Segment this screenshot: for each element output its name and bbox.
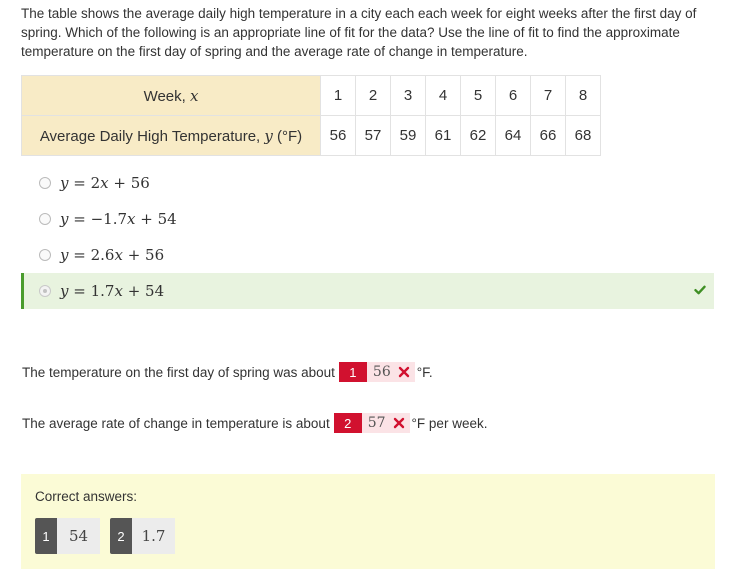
blank-value: 56 [367, 362, 415, 382]
correct-answer-1 [35, 518, 100, 554]
checkmark-icon [694, 284, 706, 296]
choice-equation: y = 2x + 56 [60, 174, 150, 192]
temperature-cell: 62 [461, 116, 496, 156]
question-text: The table shows the average daily high temperature in a city each each week for eight weeks after the first day of spring. Which of the following is an appropriate line of fit for the data? Use the line of fit to find the approximate temperature on the first day of spring and the average rate of change in temperature. [21, 6, 697, 59]
correct-answers-label: Correct answers: [35, 489, 138, 504]
choice-option-2[interactable] [21, 201, 714, 237]
radio-button[interactable] [39, 177, 51, 189]
temperature-cell: 56 [321, 116, 356, 156]
temperature-answer-line: The temperature on the first day of spring was about 1 56 °F. [22, 364, 433, 380]
answer-blank-1[interactable] [339, 362, 415, 382]
answer-choices [21, 165, 714, 309]
choice-option-3[interactable] [21, 237, 714, 273]
temperature-cell: 61 [426, 116, 461, 156]
table-row-temperature [22, 116, 601, 156]
incorrect-x-icon [392, 416, 406, 430]
correct-answer-2 [110, 518, 175, 554]
incorrect-x-icon [397, 365, 411, 379]
blank-number: 2 [334, 413, 362, 433]
week-cell: 8 [566, 76, 601, 116]
temperature-header: Average Daily High Temperature, y (°F) [22, 116, 321, 156]
table-row-week [22, 76, 601, 116]
week-header: Week, x [22, 76, 321, 116]
blank-value: 57 [362, 413, 410, 433]
temperature-cell: 64 [496, 116, 531, 156]
data-table [21, 75, 601, 156]
week-cell: 1 [321, 76, 356, 116]
week-cell: 6 [496, 76, 531, 116]
week-cell: 3 [391, 76, 426, 116]
radio-button[interactable] [39, 213, 51, 225]
radio-button-selected[interactable] [39, 285, 51, 297]
choice-equation: y = −1.7x + 54 [60, 210, 177, 228]
choice-option-1[interactable] [21, 165, 714, 201]
temperature-cell: 57 [356, 116, 391, 156]
rate-answer-line: The average rate of change in temperature is about 2 57 °F per week. [22, 415, 488, 431]
week-cell: 2 [356, 76, 391, 116]
radio-button[interactable] [39, 249, 51, 261]
correct-answer-value: 54 [57, 518, 100, 554]
choice-option-4-selected[interactable] [21, 273, 714, 309]
temperature-cell: 68 [566, 116, 601, 156]
correct-answer-value: 1.7 [132, 518, 175, 554]
temperature-cell: 59 [391, 116, 426, 156]
correct-answer-number: 1 [35, 518, 57, 554]
correct-answer-number: 2 [110, 518, 132, 554]
week-cell: 4 [426, 76, 461, 116]
choice-equation: y = 2.6x + 56 [60, 246, 165, 264]
answer-blank-2[interactable] [334, 413, 410, 433]
choice-equation: y = 1.7x + 54 [60, 282, 165, 300]
week-cell: 5 [461, 76, 496, 116]
temperature-cell: 66 [531, 116, 566, 156]
week-cell: 7 [531, 76, 566, 116]
correct-answers-panel [21, 474, 715, 569]
blank-number: 1 [339, 362, 367, 382]
